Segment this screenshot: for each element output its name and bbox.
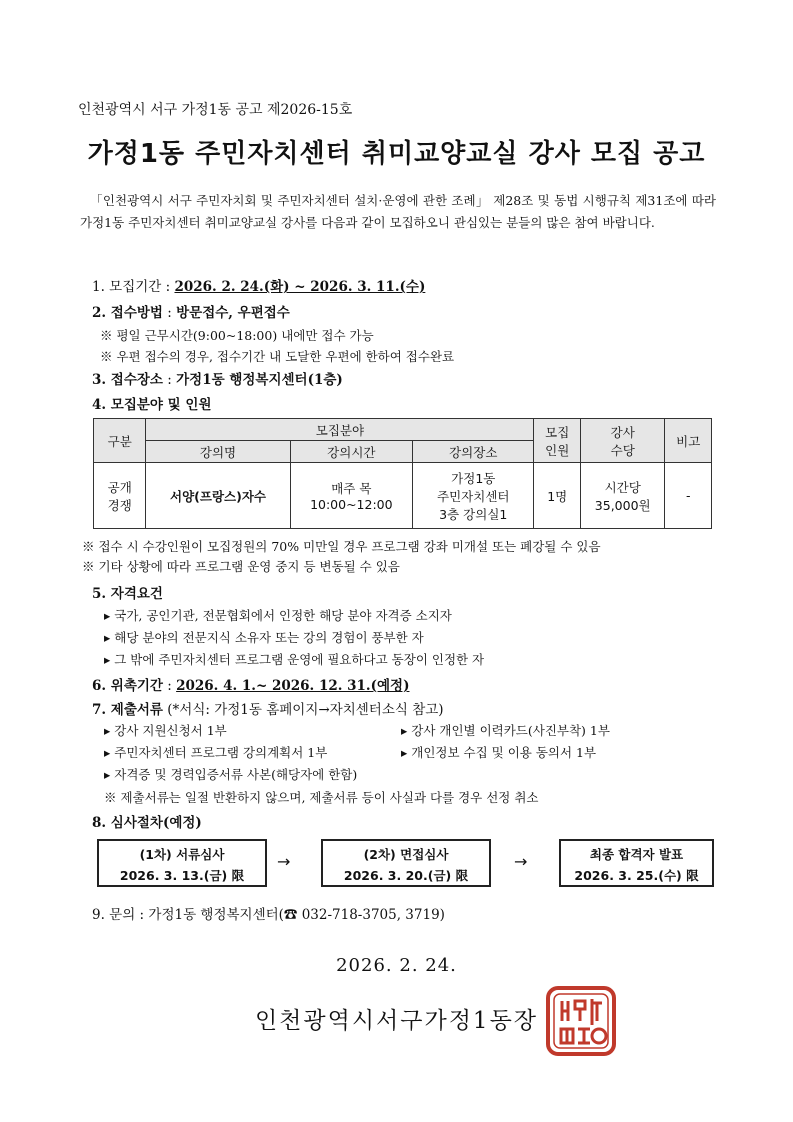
section-process: 8. 심사절차(예정): [92, 815, 202, 831]
process-step-2: (2차) 면접심사 2026. 3. 20.(금) 限: [321, 839, 491, 887]
th-fee: 강사 수당: [581, 419, 665, 463]
th-count: 모집 인원: [534, 419, 581, 463]
cell-fee: 시간당 35,000원: [581, 463, 665, 529]
document-item: ▸ 개인정보 수집 및 이용 동의서 1부: [401, 745, 597, 760]
section-recruit: 4. 모집분야 및 인원: [92, 397, 212, 413]
place-value: 가정1동 행정복지센터(1층): [176, 372, 343, 388]
th-time: 강의시간: [290, 441, 412, 463]
qualification-item: ▸ 그 밖에 주민자치센터 프로그램 운영에 필요하다고 동장이 인정한 자: [104, 652, 485, 667]
term-value: 2026. 4. 1.~ 2026. 12. 31.(예정): [176, 678, 410, 694]
signer-name: 인천광역시서구가정1동장: [254, 1008, 539, 1034]
th-course: 강의명: [146, 441, 290, 463]
th-place: 강의장소: [413, 441, 534, 463]
th-field: 모집분야: [146, 419, 534, 441]
document-number: 인천광역시 서구 가정1동 공고 제2026-15호: [78, 102, 353, 118]
cell-remark: -: [665, 463, 712, 529]
recruit-table: [93, 418, 712, 529]
section-period: 1. 모집기간 : 2026. 2. 24.(화) ~ 2026. 3. 11.(수): [92, 279, 426, 295]
section-qualification: 5. 자격요건: [92, 586, 163, 602]
section-term: 6. 위촉기간 : 2026. 4. 1.~ 2026. 12. 31.(예정): [92, 678, 410, 694]
th-remark: 비고: [665, 419, 712, 463]
intro-paragraph: [80, 190, 716, 234]
method-note: ※ 평일 근무시간(9:00~18:00) 내에만 접수 가능: [100, 328, 374, 343]
qualification-item: ▸ 국가, 공인기관, 전문협회에서 인정한 해당 분야 자격증 소지자: [104, 608, 452, 623]
official-seal-icon: [545, 985, 617, 1057]
arrow-icon: →: [514, 852, 528, 871]
method-note: ※ 우편 접수의 경우, 접수기간 내 도달한 우편에 한하여 접수완료: [100, 349, 455, 364]
document-note: ※ 제출서류는 일절 반환하지 않으며, 제출서류 등이 사실과 다를 경우 선정 취소: [104, 790, 539, 805]
page-title: 가정1동 주민자치센터 취미교양교실 강사 모집 공고: [87, 139, 706, 169]
intro-line: 관심있는 분들의 많은 참여 바랍니다.: [453, 215, 655, 230]
document-item: ▸ 강사 개인별 이력카드(사진부착) 1부: [401, 723, 610, 738]
period-value: 2026. 2. 24.(화) ~ 2026. 3. 11.(수): [174, 279, 426, 295]
contact-value: 가정1동 행정복지센터(☎ 032-718-3705, 3719): [148, 907, 445, 923]
cell-category: 공개 경쟁: [94, 463, 146, 529]
document-item: ▸ 자격증 및 경력입증서류 사본(해당자에 한함): [104, 767, 358, 782]
issue-date: 2026. 2. 24.: [336, 955, 457, 976]
cell-count: 1명: [534, 463, 581, 529]
arrow-icon: →: [277, 852, 291, 871]
th-category: 구분: [94, 419, 146, 463]
cell-time: 매주 목 10:00~12:00: [290, 463, 412, 529]
section-contact: 9. 문의 : 가정1동 행정복지센터(☎ 032-718-3705, 3719): [92, 907, 445, 923]
process-step-3: 최종 합격자 발표 2026. 3. 25.(수) 限: [559, 839, 714, 887]
document-item: ▸ 강사 지원신청서 1부: [104, 723, 227, 738]
table-note: ※ 접수 시 수강인원이 모집정원의 70% 미만일 경우 프로그램 강좌 미개설 또는 폐강될 수 있음: [82, 539, 601, 554]
section-documents: 7. 제출서류 (*서식: 가정1동 홈페이지→자치센터소식 참고): [92, 702, 444, 718]
qualification-item: ▸ 해당 분야의 전문지식 소유자 또는 강의 경험이 풍부한 자: [104, 630, 424, 645]
section-place: 3. 접수장소 : 가정1동 행정복지센터(1층): [92, 372, 343, 388]
cell-course: 서양(프랑스)자수: [146, 463, 290, 529]
method-value: 방문접수, 우편접수: [176, 305, 290, 321]
intro-line: 시행규칙 제31조에 따라 가정1동 주민자치센터 취미교양교실 강사를 다음과 같이 모집하오니: [80, 193, 716, 230]
section-method: 2. 접수방법 : 방문접수, 우편접수: [92, 305, 290, 321]
cell-place: 가정1동 주민자치센터 3층 강의실1: [413, 463, 534, 529]
process-step-1: (1차) 서류심사 2026. 3. 13.(금) 限: [97, 839, 267, 887]
document-item: ▸ 주민자치센터 프로그램 강의계획서 1부: [104, 745, 328, 760]
table-note: ※ 기타 상황에 따라 프로그램 운영 중지 등 변동될 수 있음: [82, 559, 400, 574]
intro-line: 「인천광역시 서구 주민자치회 및 주민자치센터 설치·운영에 관한 조례」 제28조 및 동법: [90, 193, 579, 208]
